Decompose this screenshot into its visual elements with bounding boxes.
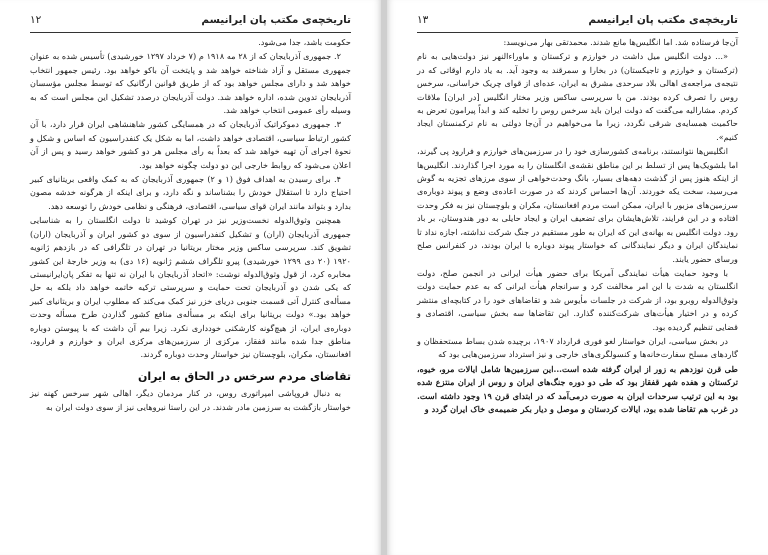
paragraph: حکومت باشد، جدا می‌شود. (258, 37, 351, 47)
paragraph: انگلیس‌ها نتوانستند، برنامه‌ی کشورسازی خود را در سرزمین‌های خوارزم و فرارود پی گیرند، اما بلشویک‌ها پس از تسلط بر این مناطق نقشه‌ی انگلستان را به مورد اجرا گذاردند. انگلیس‌ها از اینکه هنوز پس از گذشت دهه‌های بسیار، بانگ وحدت‌خواهی از سوی مرزهای تجزیه به گوش می‌رسید، سخت یکه خوردند. آن‌ها احساس کردند که در صورت اعاده‌ی وضع و پیوند دوباره‌ی سرزمین‌های مزبور با ایران، ممکن است مردم افغانستان، مکران و بلوچستان نیز به فکر وحدت افتاده و در این فرایند، تلاش‌هایشان برای تضعیف ایران و ایجاد حایلی به دور هندوستان، بر باد رود. دولت انگلیس به بهانه‌ی این که ایران به طور مستقیم در جنگ شرکت نداشته، اجازه نداد تا نمایندگان ایران و دیگر نمایندگانی که خواستار پیوند دوباره با ایران بودند، در کنفرانس صلح ورسای حضور یابند. (417, 146, 738, 264)
paragraph: ۲. جمهوری آذربایجان که از ۲۸ مه ۱۹۱۸ م (۷ خرداد ۱۲۹۷ خورشیدی) تأسیس شده به عنوان جمهوری مستقل و آزاد شناخته خواهد شد و پایتخت آن باکو خواهد بود. رئیس جمهور انتخاب خواهد شد و دارای مجلس خواهد بود که از طریق قوانین ارگانیک که توسط مجلس مؤسسان آذربایجان تدوین شده، اداره خواهد شد. دولت آذربایجان درصدد تشکیل این مجلس است که به وسیله رأی عمومی انتخاب خواهد شد. (30, 51, 351, 116)
paragraph: آن‌جا فرستاده شد. اما انگلیس‌ها مانع شدند. محمدتقی بهار می‌نویسد: (503, 37, 738, 47)
page-header (30, 14, 351, 33)
paragraph: ۳. جمهوری دموکراتیک آذربایجان که در همسایگی کشور شاهنشاهی ایران قرار دارد، با آن کشور ارتباط سیاسی، اقتصادی خواهد داشت، اما به شکل یک کنفدراسیون که اساس و شکل و نحوهٔ اجرای آن تهیه خواهد شد که بعداً به رأی مجلس هر دو کشور خواهد رسید و پس از آن اعلان می‌شود که روابط خارجی این دو دولت چگونه خواهد بود. (30, 119, 351, 170)
page-body (417, 36, 738, 547)
paragraph: ۴. برای رسیدن به اهداف فوق (۱ و ۲) جمهوری آذربایجان که به کمک واقعی بریتانیای کبیر احتیاج دارد تا استقلال خودش را بشناساند و نگه دارد، و برای اینکه از هرگونه خدشه مصون بدارد و بتواند مانند ایران قوای سیاسی، اقتصادی، فرهنگی و نظامی خودش را توسعه دهد. (30, 174, 351, 211)
page-body (30, 36, 351, 547)
paragraph: در بخش سیاسی، ایران خواستار لغو فوری قرارداد ۱۹۰۷، برچیده شدن بساط مستحفظان و گاردهای مسلح سفارت‌خانه‌ها و کنسولگری‌های خارجی و نیز استرداد سرزمین‌هایی بود که (417, 335, 738, 360)
paragraph: به دنبال فروپاشی امپراتوری روس، در کنار مردمان دیگر، اهالی شهر سرخس کهنه نیز خواستار بازگشت به سرزمین مادر شدند. در این راستا نیروهایی نیز از سوی دولت ایران به (30, 388, 351, 412)
paragraph: با وجود حمایت هیأت نمایندگی آمریکا برای حضور هیأت ایرانی در انجمن صلح، دولت انگلستان به شدت با این امر مخالفت کرد و سرانجام هیأت ایرانی که به عدم حمایت دولت وثوق‌الدوله روبرو بود، از شرکت در جلسات مأیوس شد و تقاضاهای خود را در کتابچه‌ای منتشر کرده و در اختیار هیأت‌های شرکت‌کننده گذارد. این تقاضاها سه بخش سیاسی، اقتصادی و قضایی تنظیم گردیده بود. (417, 267, 738, 332)
section-heading: تقاضای مردم سرخس در الحاق به ایران (138, 369, 351, 383)
paragraph: «... دولت انگلیس میل داشت در خوارزم و ترکستان و ماوراءالنهر نیز دولت‌هایی به نام (ترکستان و خوارزم و تاجیکستان) در بخارا و سمرقند به وجود آید. به یاد دارم اوقاتی که در نتیجه‌ی مراجعه‌ی اهالی بلاد سرحدی مشرق به ایران، عده‌ای از قوای چریک خراسانی، سرخس روس را تصرف کرده بودند. من با سرپرسی ساکس وزیر مختار انگلیس [در ایران] ملاقات کردم. مشارالیه می‌گفت که دولت ایران باید سرخس روس را تخلیه کند و ابداً پیرامون تعرض به حاکمیت همسایه‌ی شرقی نگردد، زیرا ما می‌خواهیم در آن‌جا دولتی به نام ترکمنستان ایجاد کنیم». (417, 51, 738, 142)
bold-paragraph: طی قرن نوزدهم به زور از ایران گرفته شده است...این سرزمین‌ها شامل ایالات مرو، خیوه، ترکستان و هفده شهر قفقاز بود که طی دو دوره جنگ‌های ایران و روس از ایران منتزع شده بود به این ترتیب سرحدات ایران به صورت درمی‌آمد که در ابتدای قرن ۱۹ وجود داشته است. در غرب هم تقاضا شده بود، ایالات کردستان و موصل و دیار بکر ضمیمه‌ی خاک ایران گردد و (417, 363, 738, 414)
right-page (387, 0, 768, 555)
running-title: تاریخچه‌ی مکتب پان ایرانیسم (588, 14, 738, 26)
paragraph: همچنین وثوق‌الدوله نخست‌وزیر نیز در تهران کوشید تا دولت انگلستان را به شناسایی جمهوری آذربایجان (اران) و تشکیل کنفدراسیون از سوی دو کشور ایران و آذربایجان (اران) تشویق کند. سرپرسی ساکس وزیر مختار بریتانیا در تهران در تلگرافی که در بازدهم ژانویه ۱۹۲۰ (۲۰ دی ۱۲۹۹ خورشیدی) پیرو تلگراف ششم ژانویه (۱۶ دی) به وزیر خارجهٔ این کشور مخابره کرد، از قول وثوق‌الدوله نوشت: «اتحاد آذربایجان با ایران نه تنها به تفکر پان‌ایرانیستی که یکی شدن دو آذربایجان تحت حمایت و سرپرستی ترکیه خاتمه خواهد داد بلکه به حل مسأله‌ی کنترل آتی قسمت جنوبی دریای خزر نیز کمک می‌کند که مطلوب ایران و بریتانیای کبیر خواهد بود.» دولت بریتانیا برای اینکه بر مسأله‌ی منافع کشور گذاردن طرح مسأله وحدت دوباره‌ی ایران، از هیچ‌گونه کارشکنی خودداری نکرد. زیرا بیم آن داشت که با پیوستن دوباره مناطق جدا شده مانند قفقاز، مرکزی از سرزمین‌های مرکزی ایران و خوارزم و فرارود، افغانستان، مکران، بلوچستان نیز خواستار وحدت دوباره گردند. (30, 215, 351, 360)
page-number: ۱۲ (30, 14, 42, 26)
running-title: تاریخچه‌ی مکتب پان ایرانیسم (201, 14, 351, 26)
page-header (417, 14, 738, 33)
page-number: ۱۳ (417, 14, 429, 26)
left-page (0, 0, 381, 555)
